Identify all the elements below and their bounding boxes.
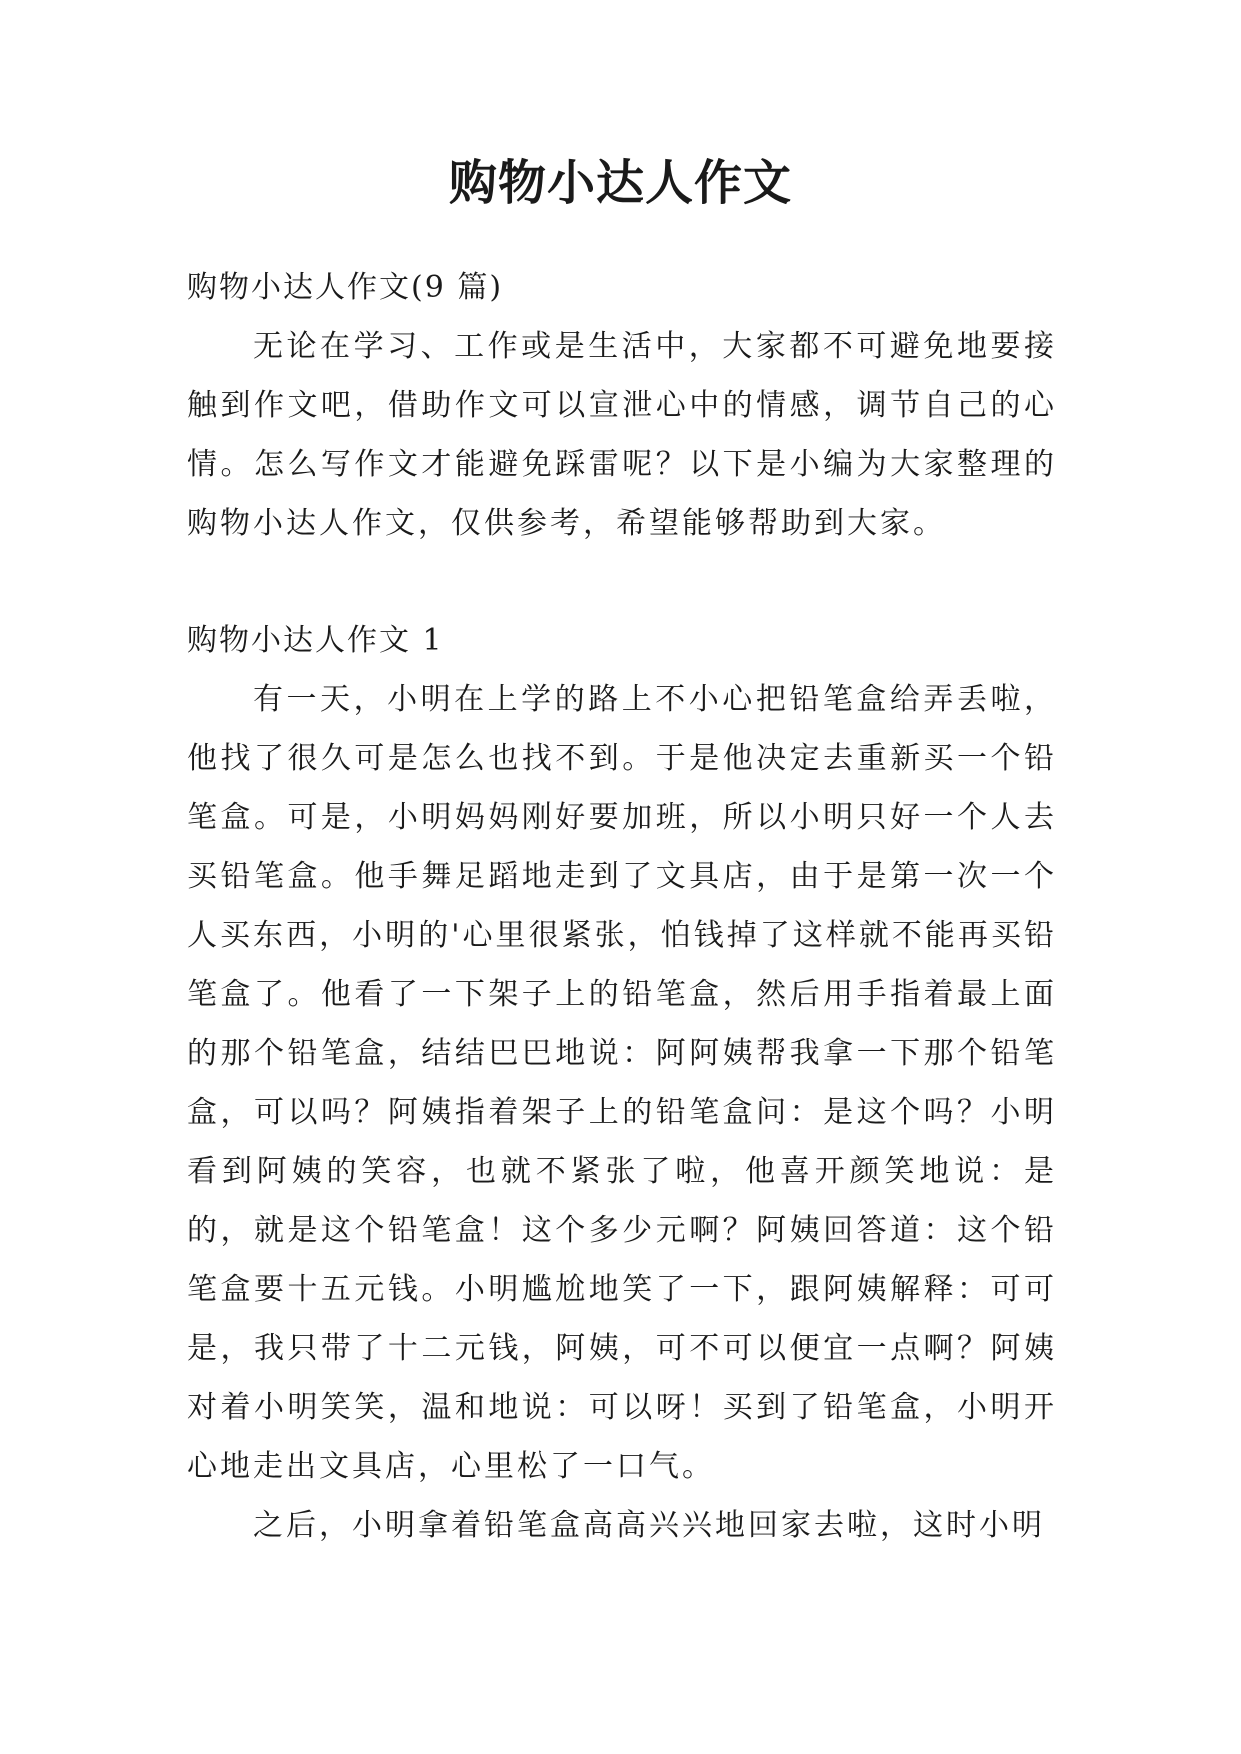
document-title: 购物小达人作文 xyxy=(448,155,792,211)
body-paragraph: 之后，小明拿着铅笔盒高高兴兴地回家去啦，这时小明 xyxy=(253,1508,1045,1543)
document-body xyxy=(187,258,1057,1555)
section-spacer xyxy=(187,553,1057,611)
section-heading: 购物小达人作文 1 xyxy=(187,623,444,658)
body-paragraph: 有一天，小明在上学的路上不小心把铅笔盒给弄丢啦，他找了很久可是怎么也找不到。于是他决定去重新买一个铅笔盒。可是，小明妈妈刚好要加班，所以小明只好一个人去买铅笔盒。他手舞足蹈地走到了文具店，由于是第一次一个人买东西，小明的'心里很紧张，怕钱掉了这样就不能再买铅笔盒了。他看了一下架子上的铅笔盒，然后用手指着最上面的那个铅笔盒，结结巴巴地说：阿阿姨帮我拿一下那个铅笔盒，可以吗？阿姨指着架子上的铅笔盒问：是这个吗？小明看到阿姨的笑容，也就不紧张了啦，他喜开颜笑地说：是的，就是这个铅笔盒！这个多少元啊？阿姨回答道：这个铅笔盒要十五元钱。小明尴尬地笑了一下，跟阿姨解释：可可是，我只带了十二元钱，阿姨，可不可以便宜一点啊？阿姨对着小明笑笑，温和地说：可以呀！买到了铅笔盒，小明开心地走出文具店，心里松了一口气。 xyxy=(187,682,1057,1484)
intro-paragraph: 无论在学习、工作或是生活中，大家都不可避免地要接触到作文吧，借助作文可以宣泄心中的情感，调节自己的心情。怎么写作文才能避免踩雷呢？以下是小编为大家整理的购物小达人作文，仅供参考，希望能够帮助到大家。 xyxy=(187,329,1057,541)
document-subtitle: 购物小达人作文(9 篇) xyxy=(187,270,504,305)
